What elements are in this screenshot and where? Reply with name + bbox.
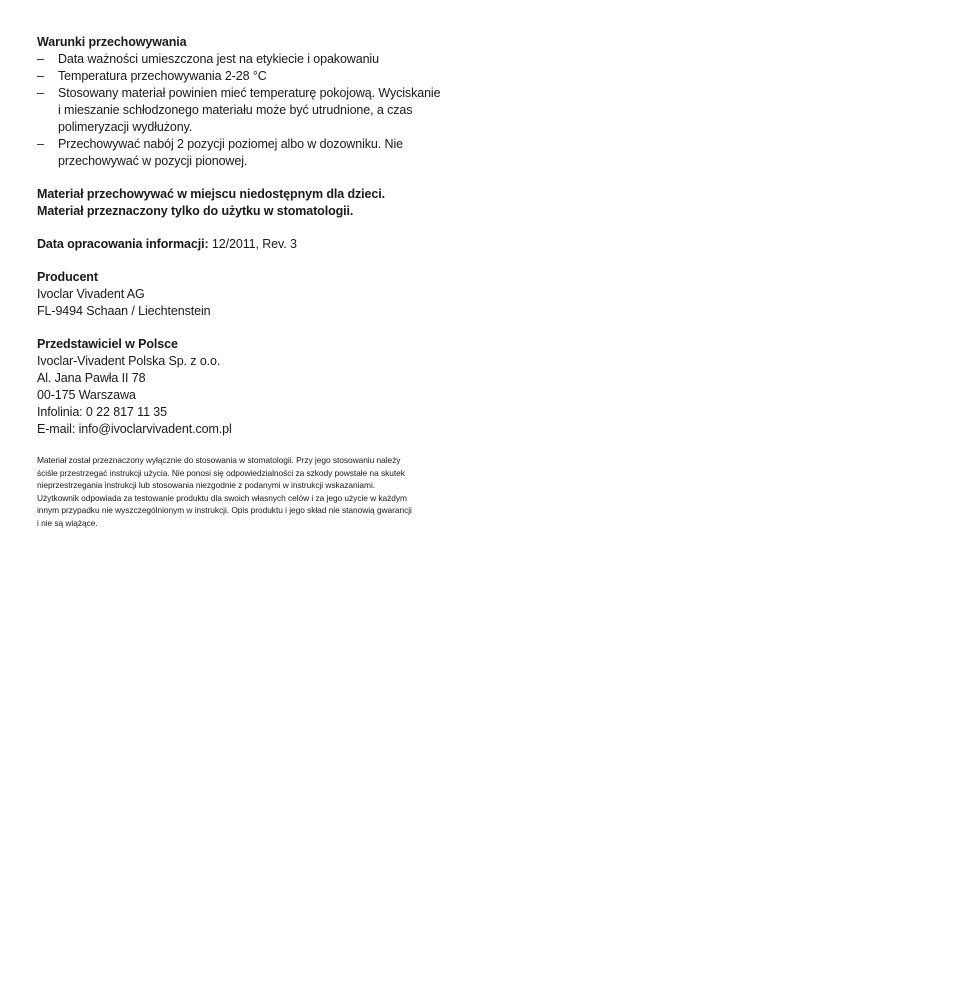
storage-item [37, 85, 457, 136]
spacer [37, 320, 457, 336]
disclaimer-line: Materiał został przeznaczony wyłącznie do stosowania w stomatologii. Przy jego stosowaniu należy [37, 455, 401, 465]
producer-address: FL-9494 Schaan / Liechtenstein [37, 304, 211, 318]
disclaimer-line: Użytkownik odpowiada za testowanie produktu dla swoich własnych celów i za jego użycie w każdym [37, 492, 407, 503]
list-dash: – [37, 69, 44, 83]
info-date-label: Data opracowania informacji: [37, 237, 209, 251]
storage-item [37, 51, 457, 68]
disclaimer-line: ściśle przestrzegać instrukcji użycia. Nie ponosi się odpowiedzialności za szkody powstałe na skutek [37, 467, 405, 478]
list-dash: – [37, 137, 44, 151]
disclaimer-line: nieprzestrzegania instrukcji lub stosowania niezgodnie z podanymi w instrukcji wskazaniami. [37, 480, 376, 490]
producer-heading: Producent [37, 270, 98, 284]
representative-city: 00-175 Warszawa [37, 388, 136, 402]
spacer [37, 220, 457, 236]
warning-dental-use: Materiał przeznaczony tylko do użytku w stomatologii. [37, 204, 354, 218]
document-page [37, 34, 457, 529]
representative-street: Al. Jana Pawła II 78 [37, 371, 146, 385]
spacer [37, 170, 457, 186]
disclaimer-line: i nie są wiążące. [37, 517, 98, 528]
list-dash: – [37, 52, 44, 66]
storage-item-text: przechowywać w pozycji pionowej. [58, 154, 248, 168]
warning-children: Materiał przechowywać w miejscu niedostępnym dla dzieci. [37, 187, 385, 201]
info-date-line [37, 236, 457, 253]
producer-name: Ivoclar Vivadent AG [37, 287, 145, 301]
representative-email: E-mail: info@ivoclarvivadent.com.pl [37, 422, 232, 436]
storage-item-text: i mieszanie schłodzonego materiału może być utrudnione, a czas [58, 103, 413, 117]
warnings-section [37, 186, 457, 220]
disclaimer-section [37, 454, 457, 529]
storage-item-text: polimeryzacji wydłużony. [58, 120, 193, 134]
spacer [37, 253, 457, 269]
representative-phone: Infolinia: 0 22 817 11 35 [37, 405, 168, 419]
representative-name: Ivoclar-Vivadent Polska Sp. z o.o. [37, 354, 221, 368]
storage-item [37, 68, 457, 85]
storage-item-text: Data ważności umieszczona jest na etykiecie i opakowaniu [58, 52, 379, 66]
list-dash: – [37, 86, 44, 100]
representative-heading: Przedstawiciel w Polsce [37, 337, 178, 351]
storage-item-text: Przechowywać nabój 2 pozycji poziomej albo w dozowniku. Nie [58, 137, 403, 151]
info-date-section [37, 236, 457, 253]
disclaimer-line: innym przypadku nie wyszczególnionym w instrukcji. Opis produktu i jego skład nie stanowią gwarancji [37, 505, 412, 515]
info-date-value: 12/2011, Rev. 3 [208, 237, 297, 251]
storage-heading: Warunki przechowywania [37, 35, 187, 49]
storage-section [37, 34, 457, 170]
storage-item [37, 136, 457, 170]
representative-section [37, 336, 457, 438]
storage-item-text: Stosowany materiał powinien mieć temperaturę pokojową. Wyciskanie [58, 86, 441, 100]
storage-list [37, 51, 457, 170]
storage-item-text: Temperatura przechowywania 2-28 °C [58, 69, 267, 83]
producer-section [37, 269, 457, 320]
